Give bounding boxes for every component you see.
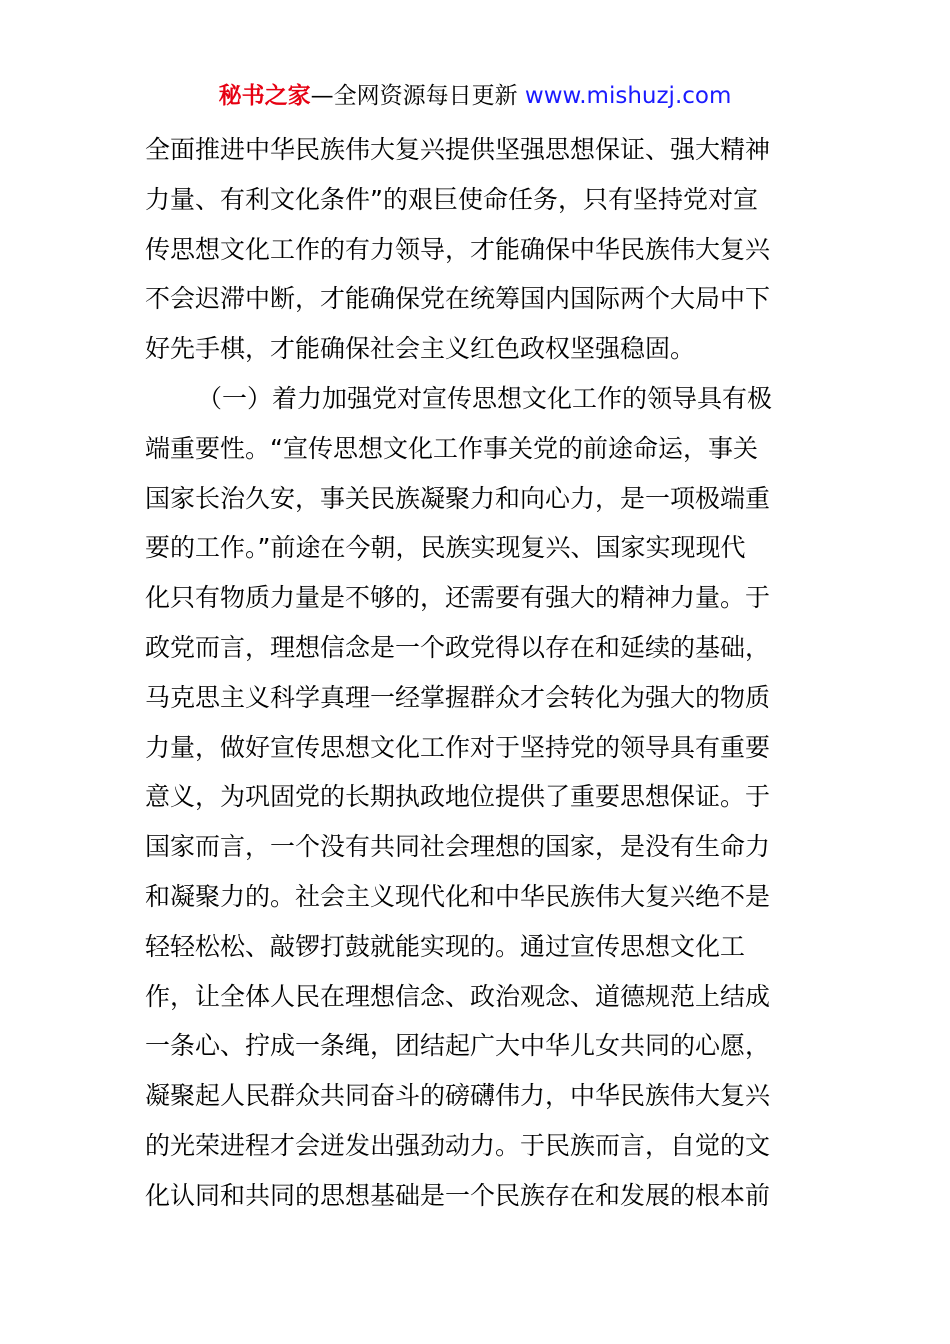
text-line: 化只有物质力量是不够的，还需要有强大的精神力量。于: [145, 583, 771, 613]
text-line: 传思想文化工作的有力领导，才能确保中华民族伟大复兴: [145, 234, 771, 264]
document-body: [145, 125, 810, 1221]
text-line: 政党而言，理想信念是一个政党得以存在和延续的基础，: [145, 632, 771, 662]
text-line: 不会迟滞中断，才能确保党在统筹国内国际两个大局中下: [145, 284, 771, 314]
text-line: 意义，为巩固党的长期执政地位提供了重要思想保证。于: [145, 782, 771, 812]
text-line: 要的工作。”前途在今朝，民族实现复兴、国家实现现代: [145, 533, 746, 563]
section-heading-line: （一）着力加强党对宣传思想文化工作的领导具有极: [197, 383, 773, 413]
text-line: 国家而言，一个没有共同社会理想的国家，是没有生命力: [145, 832, 771, 862]
text-line: 和凝聚力的。社会主义现代化和中华民族伟大复兴绝不是: [145, 881, 771, 911]
site-tagline: —全网资源每日更新: [310, 83, 525, 109]
text-line: 力量、有利文化条件”的艰巨使命任务，只有坚持党对宣: [145, 184, 758, 214]
site-url-link[interactable]: www.mishuzj.com: [524, 83, 732, 109]
text-line: 力量，做好宣传思想文化工作对于坚持党的领导具有重要: [145, 732, 771, 762]
text-line: 作，让全体人民在理想信念、政治观念、道德规范上结成: [145, 981, 771, 1011]
text-line: 国家长治久安，事关民族凝聚力和向心力，是一项极端重: [145, 483, 771, 513]
site-brand: 秘书之家: [218, 83, 311, 109]
text-line: 的光荣进程才会迸发出强劲动力。于民族而言，自觉的文: [145, 1130, 771, 1160]
text-line: 一条心、拧成一条绳，团结起广大中华儿女共同的心愿，: [145, 1031, 771, 1061]
text-line: 端重要性。“宣传思想文化工作事关党的前途命运，事关: [145, 433, 758, 463]
text-line: 全面推进中华民族伟大复兴提供坚强思想保证、强大精神: [145, 135, 771, 164]
text-line: 轻轻松松、敲锣打鼓就能实现的。通过宣传思想文化工: [145, 931, 746, 961]
site-header: [0, 80, 950, 112]
text-line: 马克思主义科学真理一经掌握群众才会转化为强大的物质: [145, 682, 771, 712]
text-line: 化认同和共同的思想基础是一个民族存在和发展的根本前: [145, 1180, 771, 1210]
text-line: 好先手棋，才能确保社会主义红色政权坚强稳固。: [145, 334, 696, 364]
text-line: 凝聚起人民群众共同奋斗的磅礴伟力，中华民族伟大复兴: [145, 1081, 771, 1111]
